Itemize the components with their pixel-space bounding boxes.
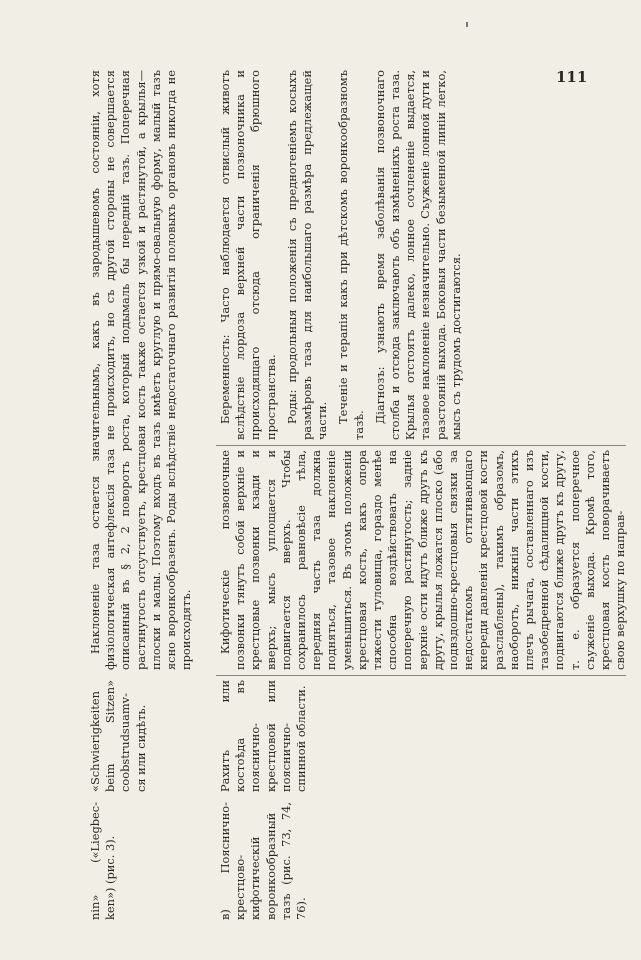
table-row — [88, 60, 208, 920]
page-number: 111 — [556, 68, 588, 86]
row1-paragraph: Наклоненіе таза остается значительнымъ, какъ въ зародышевомъ состояніи, хотя физіологическая антефлексія таза не происходитъ, но съ другой стороны не совершается описанный въ § 2, 2 поворотъ роста, который подымаль бы передній тазъ. Поперечная растянутость отсутствуетъ, крестцовая кость также остается узкой и растянутой, а крылья—плоски и малы. Поэтому входъ въ тазъ имѣетъ круглую и прямо-овальную форму, малый тазъ ясно воронкообразенъ. Роды вслѣдствіе недостаточнаго развитія половыхъ органовъ никогда не происходятъ. — [88, 70, 194, 670]
row1-text — [88, 70, 200, 670]
table-body — [88, 60, 628, 920]
row2-col2: Рахитъ или костоѣда въ поясничнo-крестцовой или поясничнo-спинной области. — [218, 680, 309, 792]
rotated-table — [88, 60, 628, 920]
row1-col2: «Schwierigkeiten beim Sitzen» coobstrudsuamv-ся или сидѣть. — [88, 680, 148, 792]
row2-col1: в) Поясничнo-крестцово-кифотическій воронкообразный тазъ (рис. 73, 74, 76). — [218, 802, 309, 920]
page-mark — [466, 22, 468, 27]
row1-col1: nin» («Liegbec-ken») (рис. 3). — [88, 802, 118, 920]
row2-col4 — [218, 70, 470, 440]
row2-col3 — [218, 450, 628, 670]
row2-col3-paragraph: Кифотическіе позвоночные позвонки тянутъ собой верхніе и крестцовые позвонки кзади и вверхъ; мысъ уплощается и подвигается вверхъ. Чтобы сохранилось равновѣсіе тѣла, передняя часть таза должна подняться, тазовое наклоненіе уменьшиться. Въ этомъ положеніи крестцовая кость, какъ опора тяжести туловища, гораздо менѣе способна воздѣйствовать на поперечную растянутость; задніе верхніе ости идутъ ближе другъ къ другу, крылья ложатся плоско (або подвздошно-крестцовыя связки за недостаткомъ оттягивающаго кнереди давленія крестцовой кости разслаблены), такимъ образомъ, наоборотъ, нижнія части этихъ плечъ рычага, составленнаго изъ тазобедренной сѣдалищной кости, подвигаются ближе другъ къ другу, т. е. образуется поперечное съуженіе выхода. Кромѣ того, крестцовая кость поворачиваетъ свою верхушку по направ- — [218, 450, 628, 670]
pregnancy-paragraph: Беременность: Часто наблюдается отвислый животъ вслѣдствіе лордоза верхней части позвоночника и происходящаго отсюда ограниченія брюшного пространства. — [218, 70, 278, 440]
labor-paragraph: Роды: продольныя положенія съ преднотеніемъ косыхъ размѣровъ таза для наибольшаго размѣра предлежащей части. — [284, 70, 330, 440]
therapy-paragraph: Теченіе и терапія какъ при дѣтскомъ воронкообразномъ тазѣ. — [336, 70, 366, 440]
table-row — [218, 60, 628, 920]
diagnosis-paragraph: Діагнозъ: узнають время заболѣванія позвоночнаго столба и отсюда заключають объ измѣненіяхъ роста таза. Крылья отстоятъ далеко, лонное сочлененіе выдается, тазовое наклоненіе незначительно. Съуженіе лонной дуги и разстояній выхода. Боковыя части безыменной линіи легко, мысъ съ трудомъ достигаются. — [372, 70, 463, 440]
